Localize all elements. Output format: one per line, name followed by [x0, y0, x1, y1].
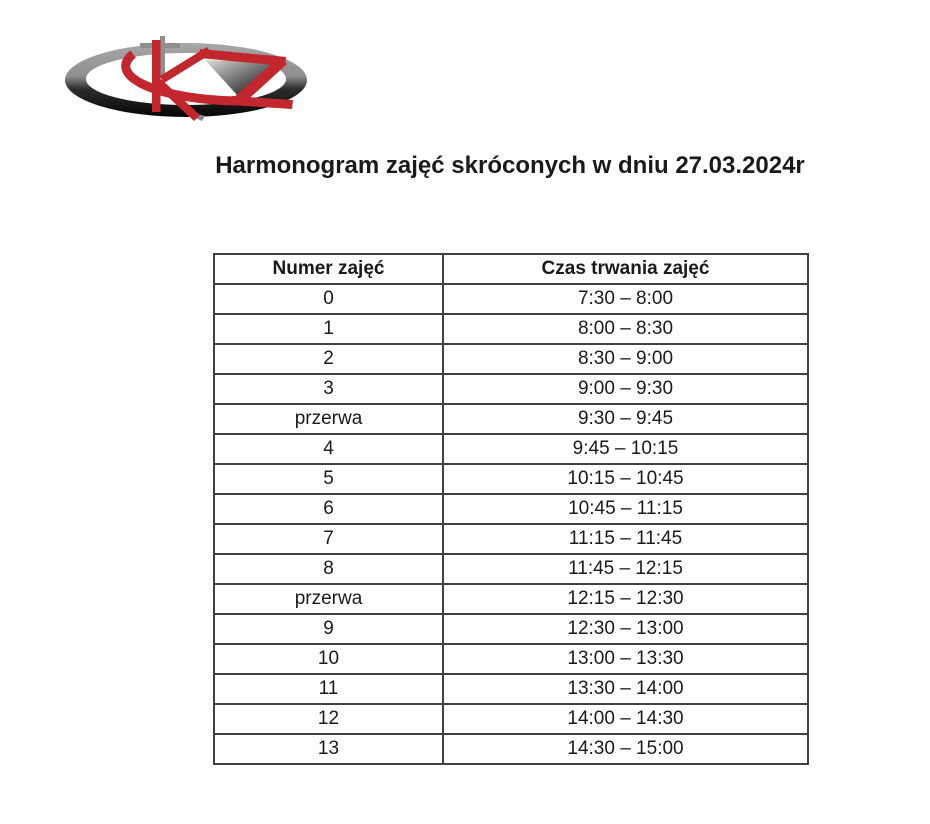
cell-numer-zajec: 13 — [214, 734, 443, 764]
col-header-numer-zajec: Numer zajęć — [214, 254, 443, 284]
cell-numer-zajec: 6 — [214, 494, 443, 524]
table-row — [214, 344, 808, 374]
table-row — [214, 734, 808, 764]
table-row — [214, 584, 808, 614]
table-row — [214, 524, 808, 554]
cell-czas-trwania: 9:30 – 9:45 — [443, 404, 808, 434]
cell-czas-trwania: 13:00 – 13:30 — [443, 644, 808, 674]
cell-numer-zajec: 7 — [214, 524, 443, 554]
table-row — [214, 314, 808, 344]
cell-numer-zajec: 12 — [214, 704, 443, 734]
cell-numer-zajec: 2 — [214, 344, 443, 374]
table-row — [214, 614, 808, 644]
cell-czas-trwania: 11:15 – 11:45 — [443, 524, 808, 554]
cell-numer-zajec: 9 — [214, 614, 443, 644]
cell-czas-trwania: 14:00 – 14:30 — [443, 704, 808, 734]
cell-numer-zajec: 5 — [214, 464, 443, 494]
table-row — [214, 644, 808, 674]
table-row — [214, 674, 808, 704]
page-title: Harmonogram zajęć skróconych w dniu 27.03.2024r — [215, 152, 805, 179]
table-row — [214, 704, 808, 734]
cell-czas-trwania: 9:00 – 9:30 — [443, 374, 808, 404]
cell-numer-zajec: przerwa — [214, 404, 443, 434]
table-row — [214, 404, 808, 434]
cell-czas-trwania: 13:30 – 14:00 — [443, 674, 808, 704]
cell-czas-trwania: 8:00 – 8:30 — [443, 314, 808, 344]
cell-czas-trwania: 11:45 – 12:15 — [443, 554, 808, 584]
cell-czas-trwania: 10:15 – 10:45 — [443, 464, 808, 494]
cell-numer-zajec: 10 — [214, 644, 443, 674]
table-row — [214, 494, 808, 524]
cell-czas-trwania: 9:45 – 10:15 — [443, 434, 808, 464]
cell-czas-trwania: 12:30 – 13:00 — [443, 614, 808, 644]
ckz-logo-icon — [58, 28, 313, 122]
cell-czas-trwania: 12:15 – 12:30 — [443, 584, 808, 614]
schedule-table — [213, 253, 809, 765]
cell-numer-zajec: 11 — [214, 674, 443, 704]
cell-numer-zajec: 1 — [214, 314, 443, 344]
cell-numer-zajec: 8 — [214, 554, 443, 584]
cell-numer-zajec: 4 — [214, 434, 443, 464]
cell-czas-trwania: 14:30 – 15:00 — [443, 734, 808, 764]
cell-numer-zajec: przerwa — [214, 584, 443, 614]
schedule-table-body — [214, 284, 808, 764]
table-row — [214, 464, 808, 494]
cell-czas-trwania: 8:30 – 9:00 — [443, 344, 808, 374]
cell-czas-trwania: 7:30 – 8:00 — [443, 284, 808, 314]
table-row — [214, 374, 808, 404]
table-header-row — [214, 254, 808, 284]
cell-czas-trwania: 10:45 – 11:15 — [443, 494, 808, 524]
cell-numer-zajec: 3 — [214, 374, 443, 404]
table-row — [214, 554, 808, 584]
cell-numer-zajec: 0 — [214, 284, 443, 314]
table-row — [214, 284, 808, 314]
col-header-czas-trwania: Czas trwania zajęć — [443, 254, 808, 284]
table-row — [214, 434, 808, 464]
